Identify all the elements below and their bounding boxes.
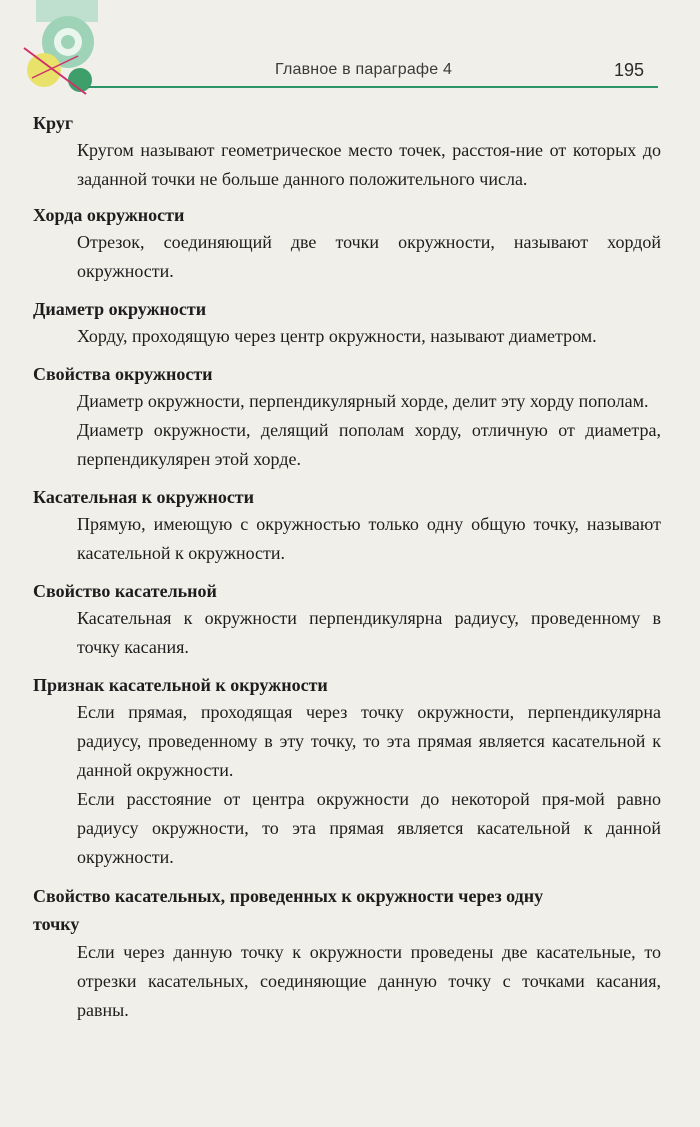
definition-paragraph: Прямую, имеющую с окружностью только одну общую точку, называют касательной к окружности. bbox=[77, 514, 661, 563]
page-number: 195 bbox=[614, 60, 645, 80]
term-heading: Свойства окружности bbox=[33, 364, 213, 384]
circles-logo-icon bbox=[22, 0, 122, 110]
section-krug bbox=[33, 110, 661, 194]
definition-paragraph: Касательная к окружности перпендикулярна радиусу, проведенному в точку касания. bbox=[77, 608, 661, 657]
definition bbox=[33, 510, 661, 568]
term-heading: Признак касательной к окружности bbox=[33, 675, 328, 695]
definition bbox=[33, 698, 661, 872]
section-circle-properties bbox=[33, 361, 661, 474]
definition bbox=[33, 136, 661, 194]
definition-paragraph: Если через данную точку к окружности проведены две касательные, то отрезки касательных, соединяющие данную точку с точками касания, равны. bbox=[77, 942, 661, 1020]
summary-content bbox=[33, 110, 661, 1025]
running-header: Главное в параграфе 4 bbox=[275, 61, 453, 78]
term-heading: Хорда окружности bbox=[33, 205, 185, 225]
term-heading: Круг bbox=[33, 113, 73, 133]
term-heading: Касательная к окружности bbox=[33, 487, 255, 507]
definition-paragraph: Если расстояние от центра окружности до некоторой пря-мой равно радиусу окружности, то эта прямая является касательной к данной окружности. bbox=[77, 789, 661, 867]
definition-paragraph: Отрезок, соединяющий две точки окружности, называют хордой окружности. bbox=[77, 232, 661, 281]
section-tangent bbox=[33, 484, 661, 568]
term-heading: Свойство касательной bbox=[33, 581, 217, 601]
definition-paragraph: Диаметр окружности, делящий пополам хорду, отличную от диаметра, перпендикулярен этой хорде. bbox=[77, 420, 661, 469]
definition-paragraph: Кругом называют геометрическое место точек, расстоя-ние от которых до заданной точки не больше данного положительного числа. bbox=[77, 140, 661, 189]
definition bbox=[33, 604, 661, 662]
section-tangent-property bbox=[33, 578, 661, 662]
term-heading: Диаметр окружности bbox=[33, 299, 207, 319]
section-tangent-criterion bbox=[33, 672, 661, 872]
section-tangents-from-point bbox=[33, 882, 661, 1025]
term-heading: Свойство касательных, проведенных к окружности через одну точку bbox=[33, 886, 544, 934]
definition-paragraph: Диаметр окружности, перпендикулярный хорде, делит эту хорду пополам. bbox=[77, 391, 649, 411]
definition-paragraph: Если прямая, проходящая через точку окружности, перпендикулярна радиусу, проведенному в эту точку, то эта прямая является касательной к данной окружности. bbox=[77, 702, 661, 780]
section-chord bbox=[33, 202, 661, 286]
definition bbox=[33, 387, 661, 474]
definition bbox=[33, 938, 661, 1025]
definition bbox=[33, 228, 661, 286]
definition-paragraph: Хорду, проходящую через центр окружности, называют диаметром. bbox=[77, 326, 597, 346]
section-diameter bbox=[33, 296, 661, 351]
definition bbox=[33, 322, 661, 351]
header-rule bbox=[88, 86, 658, 88]
